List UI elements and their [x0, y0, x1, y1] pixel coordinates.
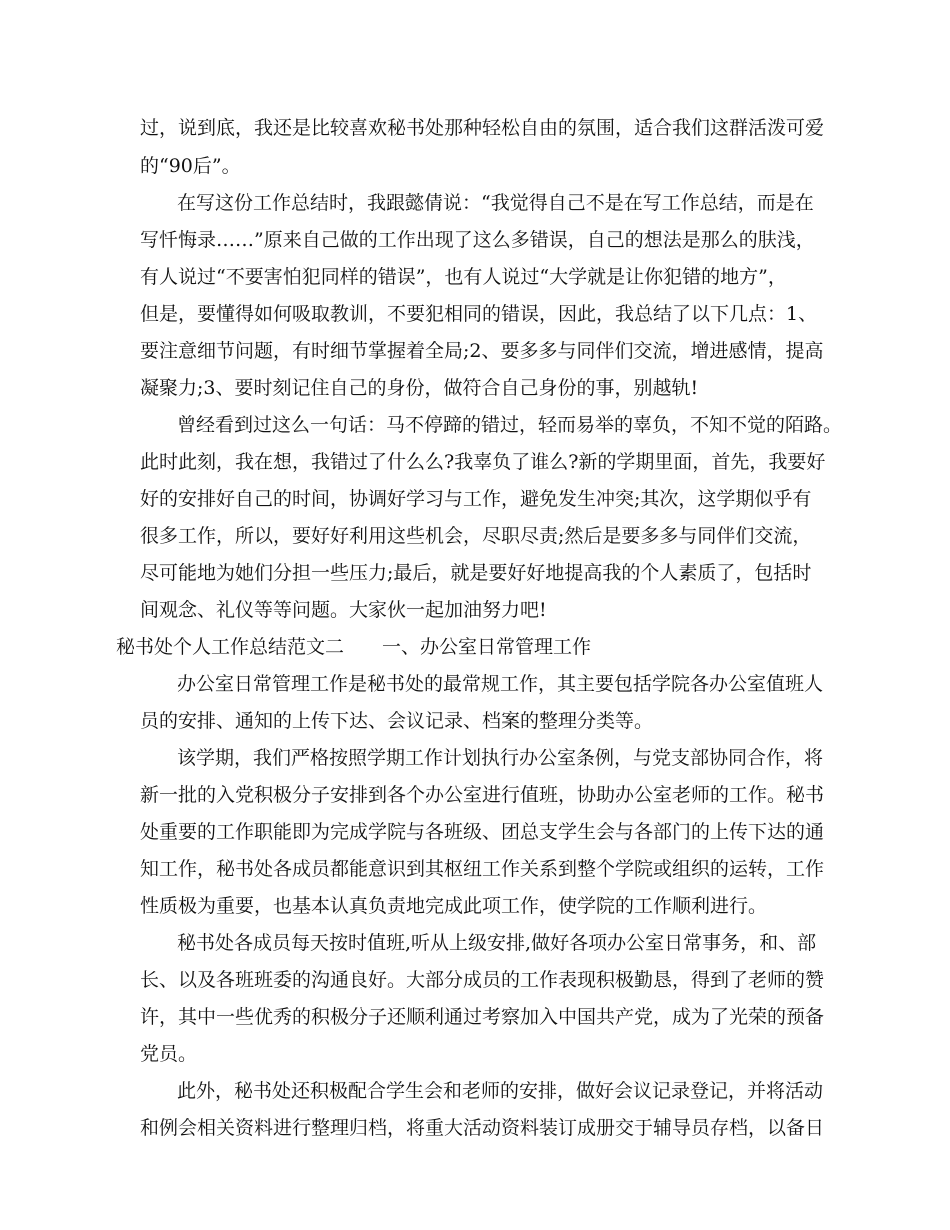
text-line: 处重要的工作职能即为完成学院与各班级、团总支学生会与各部门的上传下达的通	[140, 821, 825, 843]
text-line: 长、以及各班班委的沟通良好。大部分成员的工作表现积极勤恳，得到了老师的赞	[140, 969, 825, 991]
text-line: 凝聚力;3、要时刻记住自己的身份，做符合自己身份的事，别越轨!	[140, 377, 699, 399]
text-line: 许，其中一些优秀的积极分子还顺利通过考察加入中国共产党，成为了光荣的预备	[140, 1006, 825, 1028]
text-line: 好的安排好自己的时间，协调好学习与工作，避免发生冲突;其次，这学期似乎有	[140, 488, 812, 510]
text-line: 知工作，秘书处各成员都能意识到其枢纽工作关系到整个学院或组织的运转，工作	[140, 858, 825, 880]
text-line: 要注意细节问题，有时细节掌握着全局;2、要多多与同伴们交流，增进感情，提高	[140, 340, 824, 362]
text-line: 党员。	[140, 1043, 198, 1065]
text-line: 有人说过“不要害怕犯同样的错误”，也有人说过“大学就是让你犯错的地方”，	[140, 266, 787, 288]
text-line: 但是，要懂得如何吸取教训，不要犯相同的错误，因此，我总结了以下几点：1、	[140, 303, 818, 325]
text-line: 员的安排、通知的上传下达、会议记录、档案的整理分类等。	[140, 710, 654, 732]
text-line: 过，说到底，我还是比较喜欢秘书处那种轻松自由的氛围，适合我们这群活泼可爱	[140, 117, 825, 139]
text-line: 此时此刻，我在想，我错过了什么么?我辜负了谁么?新的学期里面，首先，我要好	[140, 451, 826, 473]
section-heading: 秘书处个人工作总结范文二 一、办公室日常管理工作	[116, 636, 592, 658]
text-line: 和例会相关资料进行整理归档，将重大活动资料装订成册交于辅导员存档，以备日	[140, 1117, 825, 1139]
text-line: 此外，秘书处还积极配合学生会和老师的安排，做好会议记录登记，并将活动	[177, 1080, 824, 1102]
text-line: 曾经看到过这么一句话：马不停蹄的错过，轻而易举的辜负，不知不觉的陌路。	[177, 414, 843, 436]
text-line: 性质极为重要，也基本认真负责地完成此项工作，使学院的工作顺利进行。	[140, 895, 768, 917]
text-line: 很多工作，所以，要好好利用这些机会，尽职尽责;然后是要多多与同伴们交流，	[140, 525, 812, 547]
text-line: 该学期，我们严格按照学期工作计划执行办公室条例，与党支部协同合作，将	[177, 747, 824, 769]
text-line: 间观念、礼仪等等问题。大家伙一起加油努力吧!	[140, 599, 547, 621]
text-line: 秘书处各成员每天按时值班,听从上级安排,做好各项办公室日常事务，和、部	[177, 932, 817, 954]
text-line: 办公室日常管理工作是秘书处的最常规工作，其主要包括学院各办公室值班人	[177, 673, 824, 695]
text-line: 新一批的入党积极分子安排到各个办公室进行值班，协助办公室老师的工作。秘书	[140, 784, 825, 806]
text-line: 写忏悔录……”原来自己做的工作出现了这么多错误，自己的想法是那么的肤浅，	[140, 229, 815, 251]
text-line: 在写这份工作总结时，我跟懿倩说：“我觉得自己不是在写工作总结，而是在	[177, 192, 814, 214]
text-line: 尽可能地为她们分担一些压力;最后，就是要好好地提高我的个人素质了，包括时	[140, 562, 812, 584]
text-line: 的“90后”。	[140, 155, 241, 177]
